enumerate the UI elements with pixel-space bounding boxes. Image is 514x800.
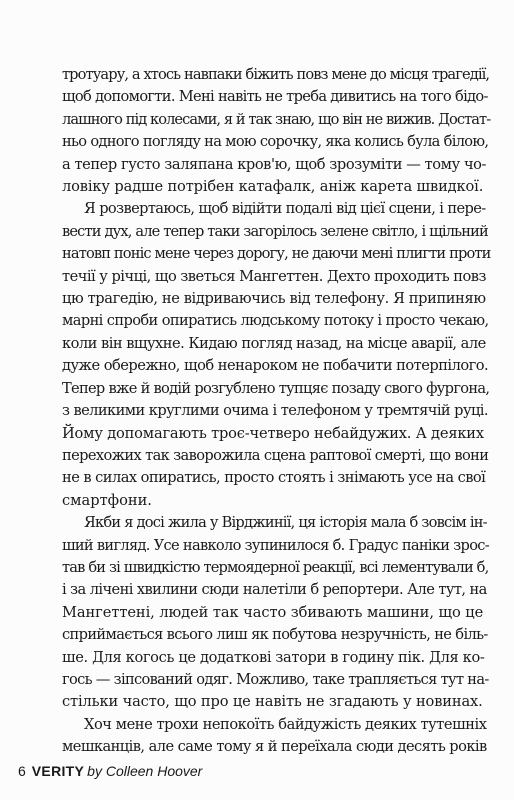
book-title: VERITY <box>31 763 85 779</box>
text-line: Йому допомагають троє-четверо небайдужих. А деяких <box>62 424 484 442</box>
text-line: перехожих так заворожила сцена раптової смерті, що вони <box>62 446 489 464</box>
text-line: Мангеттені, людей так часто збивають машини, що це <box>62 603 484 621</box>
body-text <box>62 64 491 759</box>
text-line: дуже обережно, щоб ненароком не побачити потерпілого. <box>62 357 489 375</box>
text-line: ловіку радше потрібен катафалк, аніж карета швидкої. <box>62 178 484 196</box>
page-footer <box>18 763 202 779</box>
text-line: цю трагедію, не відриваючись від телефону. Я припиняю <box>62 290 486 308</box>
text-line: Хоч мене трохи непокоїть байдужість деяких тутешніх <box>84 715 487 733</box>
author-byline: by Colleen Hoover <box>87 763 203 779</box>
text-line: тротуару, а хтось навпаки біжить повз мене до місця трагедії, <box>62 66 490 83</box>
text-line: смартфони. <box>62 491 152 509</box>
text-line: а тепер густо заляпана кров'ю, щоб зрозуміти — тому чо- <box>62 155 487 173</box>
text-line: натовп поніс мене через дорогу, не даючи мені плигти проти <box>62 245 491 263</box>
paragraph <box>62 64 491 198</box>
paragraph <box>62 714 487 759</box>
text-line: ньо одного погляду на мою сорочку, яка колись була білою, <box>62 133 489 151</box>
text-line: Тепер вже й водій розгублено тупцяє позаду свого фургона, <box>62 379 490 397</box>
text-line: гось — зіпсований одяг. Можливо, таке трапляється тут на- <box>62 670 489 688</box>
text-line: течії у річці, що зветься Мангеттен. Дехто проходить повз <box>62 267 486 285</box>
text-line: стільки часто, що про це навіть не згадають у новинах. <box>62 693 483 711</box>
text-line: ший вигляд. Усе навколо зупинилося б. Градус паніки зрос- <box>62 536 490 554</box>
text-line: Я розвертаюсь, щоб відійти подалі від цієї сцени, і пере- <box>84 200 486 218</box>
text-line: сприймається всього лиш як побутова незручність, не біль- <box>62 626 488 644</box>
text-line: щоб допомогти. Мені навіть не треба дивитись на того бідо- <box>62 88 488 106</box>
text-line: коли він вщухне. Кидаю погляд назад, на місце аварії, але <box>62 334 486 352</box>
page-number: 6 <box>18 763 26 779</box>
text-line: ше. Для когось це додаткові затори в годину пік. Для ко- <box>62 648 485 666</box>
text-line: марні спроби опиратись людському потоку і просто чекаю, <box>62 312 489 330</box>
paragraph <box>62 512 490 714</box>
text-line: і за лічені хвилини сюди налетіли б репортери. Але тут, на <box>62 581 487 599</box>
text-line: лашного під колесами, я й так знаю, що він не вижив. Достат- <box>62 110 491 128</box>
text-line: не в силах опиратись, просто стоять і знімають усе на свої <box>62 469 486 487</box>
text-line: вести дух, але тепер таки загорілось зелене світло, і щільний <box>62 222 488 240</box>
text-line: Якби я досі жила у Вірджинії, ця історія мала б зовсім ін- <box>84 514 487 532</box>
text-line: мешканців, але саме тому я й переїхала сюди десять років <box>62 738 487 756</box>
paragraph <box>62 198 491 512</box>
text-line: тав би зі швидкістю термоядерної реакції, всі лементували б, <box>62 558 489 576</box>
text-line: з великими круглими очима і телефоном у тремтячій руці. <box>62 402 488 420</box>
